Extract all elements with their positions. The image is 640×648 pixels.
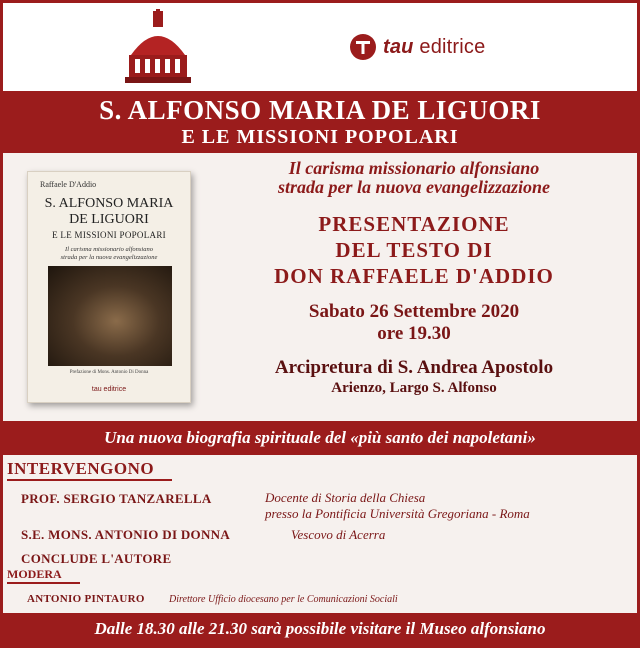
presentation-heading [199,211,629,289]
event-info [199,159,629,397]
speaker-1-role-line2: presso la Pontificia Università Gregoriana - Roma [265,506,530,521]
tau-editrice-logo [349,33,485,61]
slogan [199,159,629,197]
publisher-name: tau editrice [383,35,486,58]
diocese-dome-logo [121,9,195,87]
tau-circle-icon [349,33,377,61]
event-time: ore 19.30 [377,323,451,344]
header [3,3,637,91]
book-cover-painting [48,266,172,366]
moderator-heading: MODERA [7,567,80,584]
book-cover [27,171,191,403]
speaker-2-name: S.E. MONS. ANTONIO DI DONNA [21,527,231,542]
book-preface: Prefazione di Mons. Antonio Di Donna [69,370,149,375]
event-address: Arienzo, Largo S. Alfonso [331,380,497,396]
speakers-section [3,455,637,613]
presentation-line1: PRESENTAZIONE [318,212,510,236]
speaker-3-name: CONCLUDE L'AUTORE [21,551,172,566]
middle-section [3,153,637,421]
moderator-name: ANTONIO PINTAURO [27,593,145,605]
book-title-line1: S. ALFONSO MARIA [44,196,174,211]
event-datetime [199,301,629,345]
slogan-line2: strada per la nuova evangelizzazione [277,177,550,197]
presentation-line3: DON RAFFAELE D'ADDIO [274,264,554,288]
slogan-line1: Il carisma missionario alfonsiano [288,158,540,178]
main-subtitle: E LE MISSIONI POPOLARI [181,126,459,148]
footer-band: Dalle 18.30 alle 21.30 sarà possibile visitare il Museo alfonsiano [3,613,637,647]
book-subtitle-line1: Il carisma missionario alfonsiano [65,246,153,253]
event-place: Arcipretura di S. Andrea Apostolo [274,357,554,378]
event-date: Sabato 26 Settembre 2020 [308,301,520,322]
speakers-heading: INTERVENGONO [7,459,172,481]
book-subtitle-line2: strada per la nuova evangelizzazione [60,254,158,261]
title-band [3,91,637,153]
speaker-1-name: PROF. SERGIO TANZARELLA [21,491,212,506]
book-publisher: tau editrice [91,386,127,393]
speaker-1-role-line1: Docente di Storia della Chiesa [265,490,426,505]
presentation-line2: DEL TESTO DI [335,238,493,262]
book-author: Raffaele D'Addio [40,180,97,189]
tagline-band: Una nuova biografia spirituale del «più santo dei napoletani» [3,421,637,455]
moderator-role: Direttore Ufficio diocesano per le Comunicazioni Sociali [169,594,398,605]
speaker-2-role: Vescovo di Acerra [291,527,386,542]
book-title-line3: E LE MISSIONI POPOLARI [52,230,166,240]
book-title-line2: DE LIGUORI [69,212,149,227]
main-title: S. ALFONSO MARIA DE LIGUORI [99,95,541,125]
